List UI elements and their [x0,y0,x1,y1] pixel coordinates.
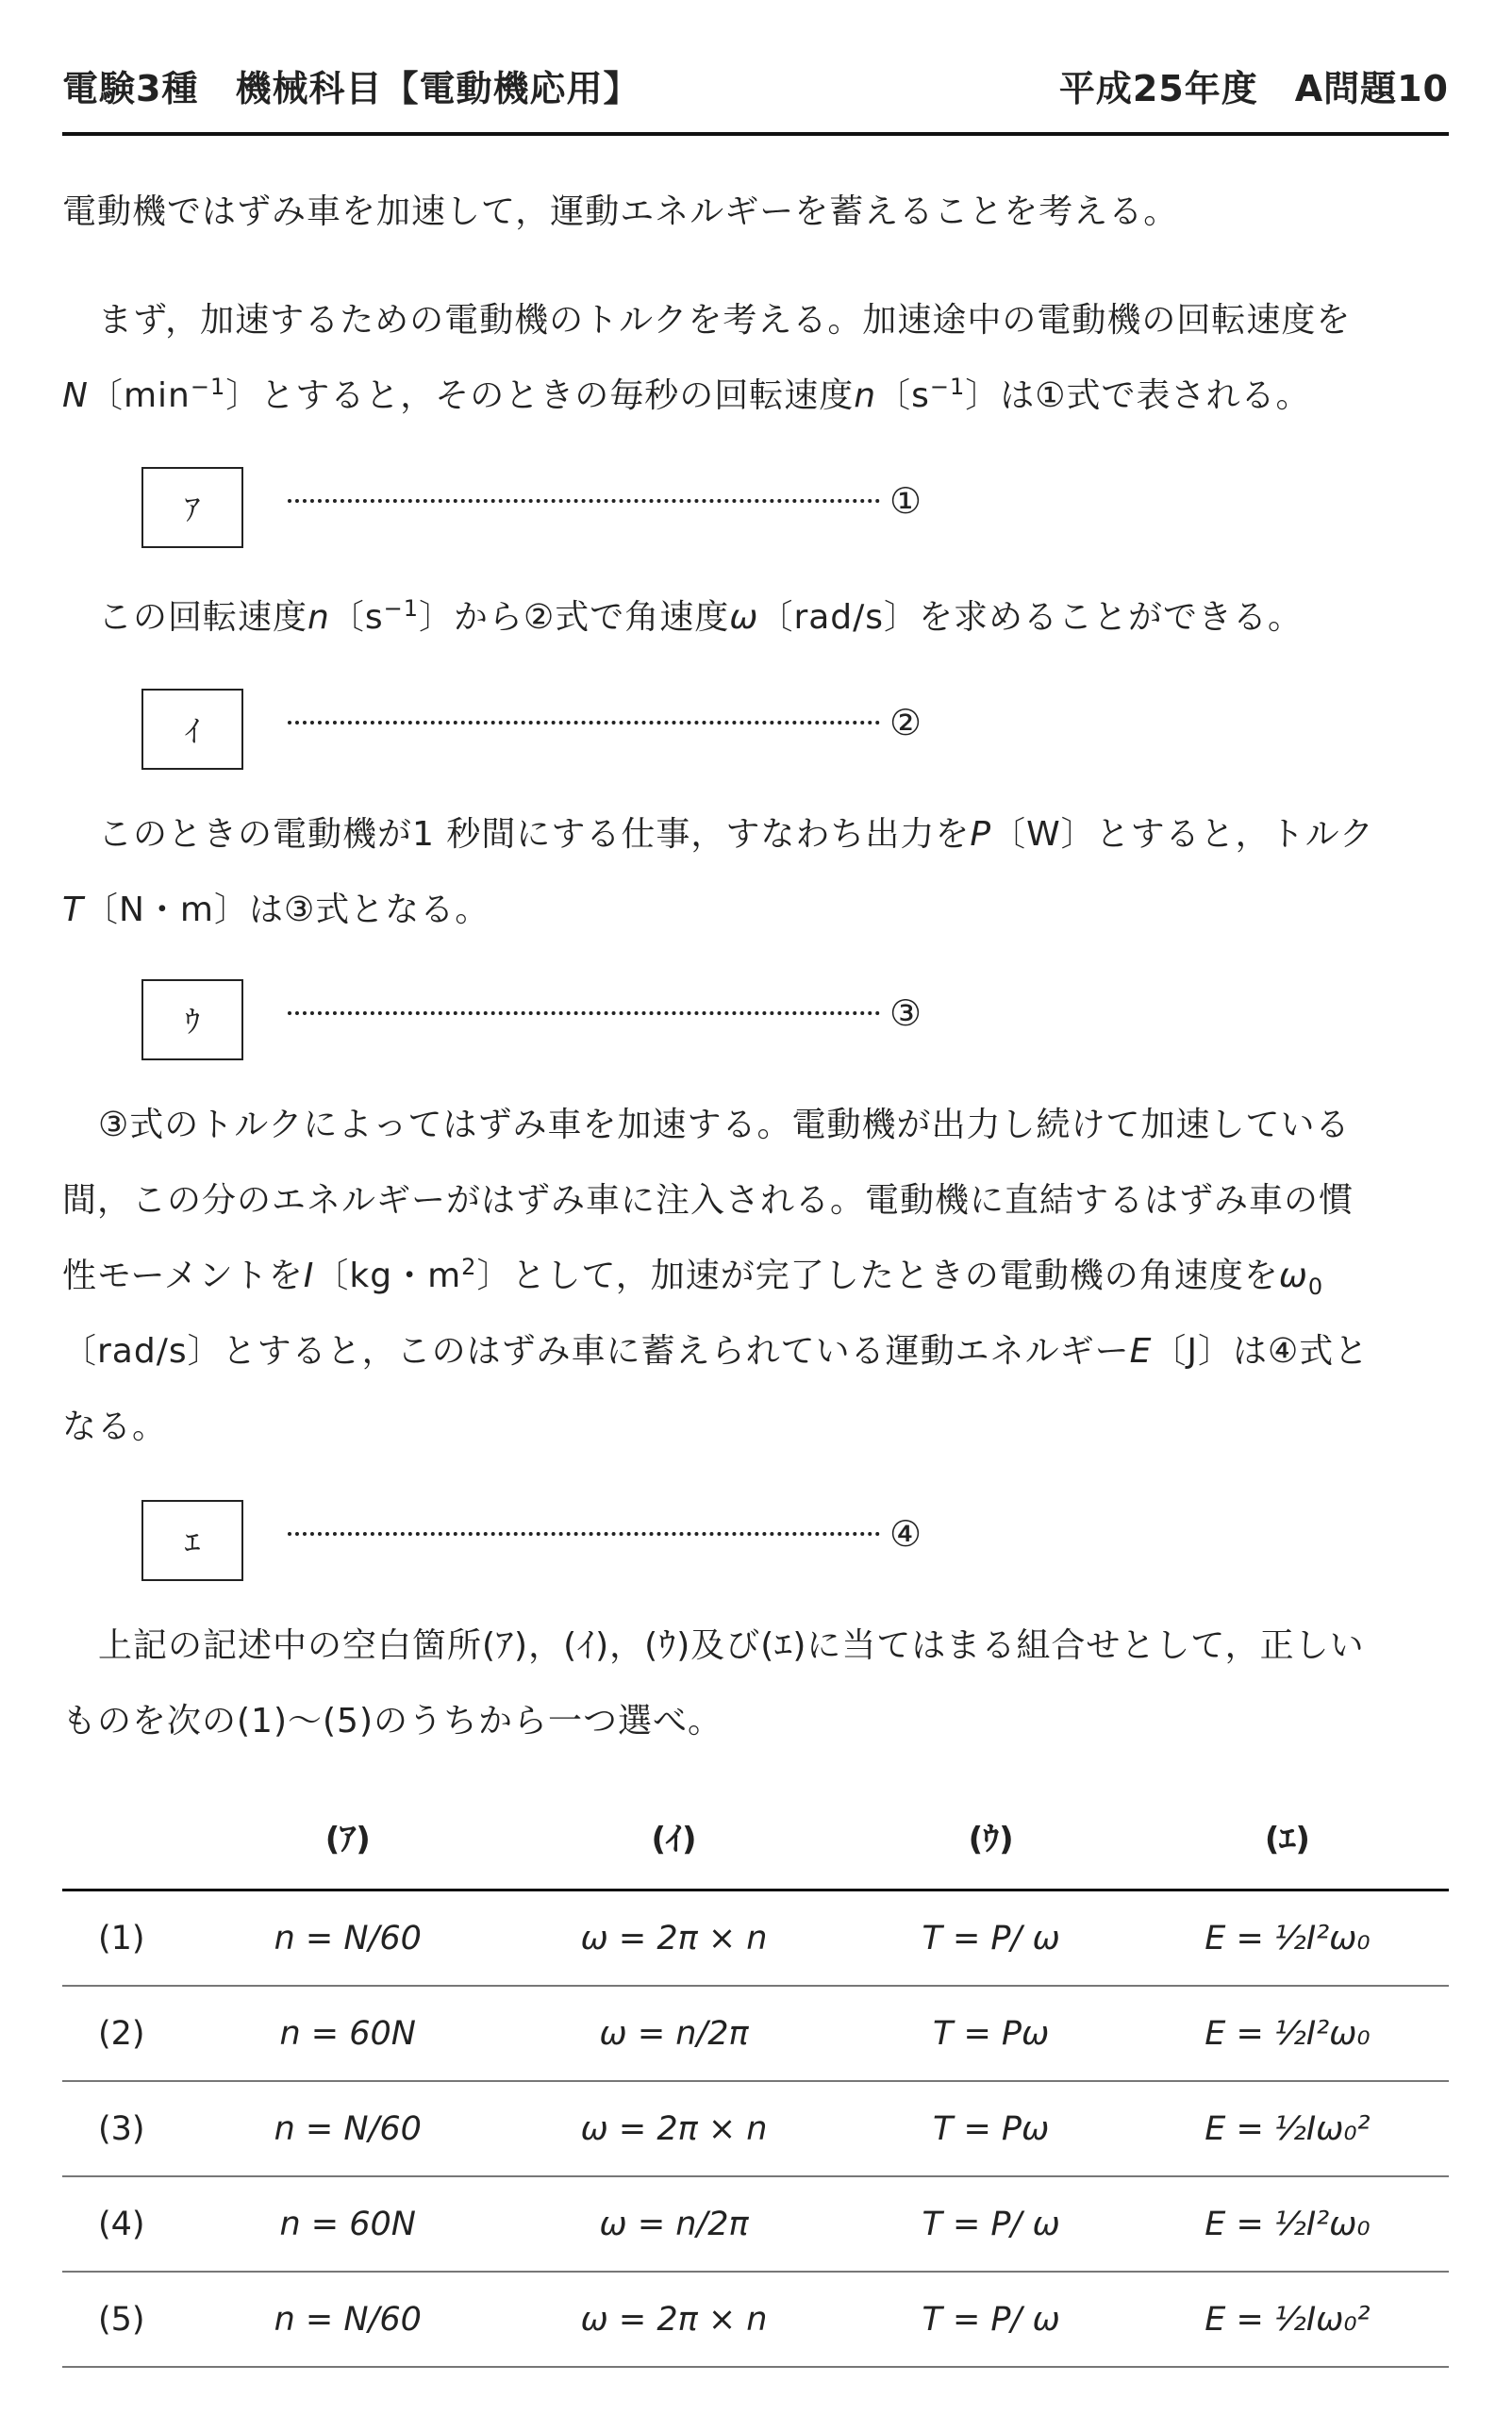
equation-row-3 [141,979,922,1058]
table-header-row [62,1783,1449,1890]
exponent: −1 [383,595,419,622]
var-N: N [62,376,89,415]
choice-number: (2) [62,1986,204,2081]
cell-u: T = Pω [856,1986,1126,2081]
equation-number: ④ [889,1513,922,1555]
text: このときの電動機が1 秒間にする仕事，すなわち出力を [98,815,971,854]
answer-choices-table [62,1783,1449,2368]
equation-number: ① [889,480,922,522]
cell-u: T = Pω [856,2081,1126,2176]
blank-box-a: ｱ [141,467,243,548]
question-paragraph [62,1608,1449,1759]
equation-number: ③ [889,992,922,1034]
text: 〕とすると，そのときの毎秒の回転速度 [225,376,855,415]
var-n: n [854,376,877,415]
text: 〔rad/s〕を求めることができる。 [758,598,1304,637]
text: 〔rad/s〕とすると，このはずみ車に蓄えられている運動エネルギー [62,1332,1130,1371]
choice-number: (3) [62,2081,204,2176]
intro-paragraph [62,175,1449,250]
line: 上記の記述中の空白箇所(ｱ)，(ｲ)，(ｳ)及び(ｴ)に当てはまる組合せとして，正しい [98,1626,1365,1665]
text: 〔s [329,598,384,637]
var-P: P [970,815,992,854]
cell-a: n = 60N [204,1986,492,2081]
cell-e: E = ½I²ω₀ [1126,1890,1449,1987]
equation-row-1 [141,467,922,546]
cell-i: ω = 2π × n [492,2272,856,2367]
text: この回転速度 [98,598,308,637]
cell-i: ω = 2π × n [492,2081,856,2176]
text: 〔J〕は④式と [1152,1332,1370,1371]
cell-e: E = ½I²ω₀ [1126,2176,1449,2272]
cell-u: T = P/ ω [856,2272,1126,2367]
cell-a: n = N/60 [204,2081,492,2176]
blank-box-u: ｳ [141,979,243,1060]
table-row [62,2272,1449,2367]
text: 〔N・m〕は③式となる。 [84,891,490,929]
var-n: n [307,598,330,637]
exponent: −1 [190,374,226,400]
paragraph-angular-velocity [62,580,1449,656]
line: まず，加速するための電動機のトルクを考える。加速途中の電動機の回転速度を [98,301,1352,340]
choice-number: (4) [62,2176,204,2272]
cell-i: ω = 2π × n [492,1890,856,1987]
var-T: T [62,891,84,929]
cell-e: E = ½Iω₀² [1126,2081,1449,2176]
line: なる。 [62,1407,168,1446]
paragraph-energy [62,1088,1449,1465]
cell-a: n = N/60 [204,2272,492,2367]
line [62,358,1449,434]
equation-row-2 [141,689,922,768]
cell-u: T = P/ ω [856,1890,1126,1987]
subscript: 0 [1307,1274,1324,1301]
line [62,797,1449,873]
dotted-leader [288,499,880,503]
cell-i: ω = n/2π [492,2176,856,2272]
text: 〔kg・m [314,1257,462,1295]
column-header [62,1783,204,1890]
dotted-leader [288,1011,880,1015]
choice-number: (1) [62,1890,204,1987]
equation-row-4 [141,1500,922,1579]
var-omega: ω [729,598,759,637]
var-I: I [303,1257,315,1295]
text: 〔s [876,376,930,415]
line [62,580,1449,656]
table-row [62,1986,1449,2081]
dotted-leader [288,721,880,724]
header-divider [62,132,1449,136]
page-header [62,52,1449,108]
cell-e: E = ½Iω₀² [1126,2272,1449,2367]
intro-text: 電動機ではずみ車を加速して，運動エネルギーを蓄えることを考える。 [62,192,1179,231]
line [62,873,1449,948]
line: ものを次の(1)〜(5)のうちから一つ選べ。 [62,1702,723,1740]
column-header-a: (ｱ) [204,1783,492,1890]
equation-number: ② [889,702,922,743]
table-row [62,2176,1449,2272]
text: 〔W〕とすると，トルク [991,815,1374,854]
column-header-e: (ｴ) [1126,1783,1449,1890]
cell-e: E = ½I²ω₀ [1126,1986,1449,2081]
cell-a: n = N/60 [204,1890,492,1987]
blank-box-i: ｲ [141,689,243,770]
dotted-leader [288,1532,880,1536]
text: 性モーメントを [62,1257,304,1295]
text: 〔min [88,376,191,415]
blank-box-e: ｴ [141,1500,243,1581]
exponent: 2 [461,1254,477,1280]
paragraph-torque [62,797,1449,948]
exponent: −1 [929,374,966,400]
text: 〕として，加速が完了したときの電動機の角速度を [476,1257,1279,1295]
choice-number: (5) [62,2272,204,2367]
table-row [62,2081,1449,2176]
line [62,1239,1449,1314]
line: 間，この分のエネルギーがはずみ車に注入される。電動機に直結するはずみ車の慣 [62,1181,1354,1220]
text: 〕は①式で表される。 [965,376,1311,415]
exam-year-label: 平成25年度 A問題10 [1058,68,1449,109]
line: ③式のトルクによってはずみ車を加速する。電動機が出力し続けて加速している [98,1106,1351,1144]
text: 〕から②式で角速度 [419,598,730,637]
cell-i: ω = n/2π [492,1986,856,2081]
var-omega: ω [1278,1257,1308,1295]
subject-title: 電験3種 機械科目【電動機応用】 [62,68,640,109]
column-header-i: (ｲ) [492,1783,856,1890]
paragraph-rotation-speed [62,283,1449,434]
cell-a: n = 60N [204,2176,492,2272]
column-header-u: (ｳ) [856,1783,1126,1890]
table-row [62,1890,1449,1987]
cell-u: T = P/ ω [856,2176,1126,2272]
var-E: E [1129,1332,1153,1371]
line [62,1314,1449,1390]
